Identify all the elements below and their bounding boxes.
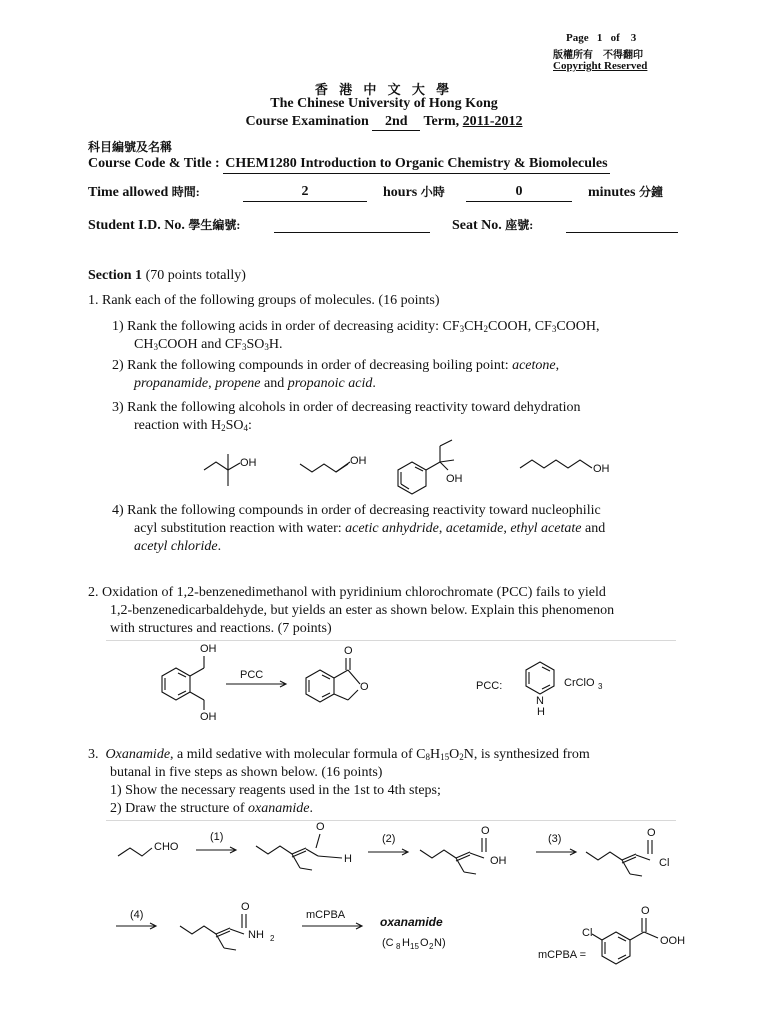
svg-text:CrClO: CrClO [564, 677, 595, 689]
section-title: Section 1 (70 points totally) [88, 268, 246, 283]
svg-text:oxanamide: oxanamide [380, 915, 443, 929]
minutes-field[interactable]: 0 [466, 183, 572, 202]
copyright-cn: 版權所有 不得翻印 [553, 50, 643, 61]
svg-text:CHO: CHO [154, 841, 179, 853]
time-allowed-line [88, 183, 688, 202]
q1-part4: 4) Rank the following compounds in order of decreasing reactivity toward nucleophilic acyl substitution reaction with water: acetic anhydride, acetamide, ethyl acetate and acetyl chloride. [112, 503, 606, 554]
student-id-cn: 學生編號: [188, 218, 241, 232]
course-code-cn: 科目編號及名稱 [88, 140, 173, 154]
svg-text:(3): (3) [548, 833, 562, 845]
svg-text:O: O [241, 901, 250, 913]
svg-text:O: O [641, 905, 650, 917]
svg-text:(2): (2) [382, 833, 396, 845]
alcohol-3-structure [398, 440, 463, 494]
time-label: Time allowed [88, 185, 169, 200]
svg-text:(4): (4) [130, 909, 144, 921]
course-code-line [88, 155, 610, 174]
svg-text:OH: OH [446, 473, 463, 485]
page-total: 3 [630, 32, 637, 44]
q2-scheme [150, 642, 603, 724]
student-id-label: Student I.D. No. [88, 218, 185, 233]
svg-text:O: O [344, 645, 353, 657]
svg-text:OH: OH [200, 643, 217, 655]
alcohol-4-structure [520, 460, 610, 475]
page-label: Page [566, 32, 589, 44]
university-cn: 香 港 中 文 大 學 [314, 82, 454, 97]
svg-text:8: 8 [396, 942, 401, 951]
hours-field[interactable]: 2 [243, 183, 367, 202]
svg-text:2: 2 [429, 942, 434, 951]
svg-text:O: O [360, 681, 369, 693]
svg-text:2: 2 [270, 934, 275, 943]
svg-text:Cl: Cl [659, 857, 670, 869]
exam-title [0, 114, 768, 131]
term-label: Term, [423, 114, 460, 129]
term-value: 2nd [372, 114, 420, 131]
svg-text:OH: OH [200, 711, 217, 723]
svg-text:15: 15 [410, 942, 419, 951]
svg-text:OH: OH [350, 455, 367, 467]
svg-text:N): N) [434, 937, 446, 949]
q3-text: 3. Oxanamide, a mild sedative with molecular formula of $C_8H_{15}O_2N$, is synthesized from butanal in five steps as shown below. (16 points) 1) Show the necessary reagents used in the 1st to 4th steps; 2) Draw the structure of oxanamide. [88, 747, 590, 816]
svg-text:OH: OH [593, 463, 610, 475]
svg-text:H: H [402, 937, 410, 949]
q1-text: 1. Rank each of the following groups of molecules. (16 points) [88, 293, 440, 308]
minutes-label: minutes 分鐘 [588, 185, 663, 200]
alcohol-1-structure [204, 454, 257, 486]
q1-part2: 2) Rank the following compounds in order of decreasing boiling point: acetone, propanamide, propene and propanoic acid. [112, 358, 560, 391]
q2-scheme-top-border [106, 640, 676, 641]
svg-text:3: 3 [598, 682, 603, 691]
alcohol-2-structure [300, 455, 367, 472]
svg-text:OOH: OOH [660, 935, 686, 947]
svg-text:mCPBA =: mCPBA = [538, 949, 586, 961]
page-indicator [566, 32, 636, 44]
page-number: 1 [596, 32, 603, 44]
student-id-field[interactable] [274, 216, 430, 233]
svg-text:OH: OH [240, 457, 257, 469]
q3-scheme [106, 822, 706, 974]
copyright-en: Copyright Reserved [553, 60, 648, 72]
svg-text:mCPBA: mCPBA [306, 909, 346, 921]
exam-year: 2011-2012 [462, 114, 523, 129]
svg-text:O: O [420, 937, 429, 949]
course-code-value: CHEM1280 Introduction to Organic Chemistry & Biomolecules [223, 155, 609, 174]
svg-text:N: N [536, 695, 544, 707]
svg-text:O: O [647, 827, 656, 839]
seat-field[interactable] [566, 216, 678, 233]
hours-label: hours 小時 [383, 185, 445, 200]
q2-text: 2. Oxidation of 1,2-benzenedimethanol with pyridinium chlorochromate (PCC) fails to yield 1,2-benzenedicarbaldehyde, but yields an ester as shown below. Explain this phenomenon with structures and reactions. (7 points) [88, 585, 615, 636]
svg-text:(C: (C [382, 937, 394, 949]
svg-text:O: O [316, 821, 325, 833]
svg-text:H: H [537, 706, 545, 718]
student-line [88, 216, 688, 235]
svg-text:(1): (1) [210, 831, 224, 843]
seat-label: Seat No. 座號: [452, 218, 534, 233]
svg-text:PCC: PCC [240, 669, 264, 681]
svg-text:H: H [344, 853, 352, 865]
q3-scheme-top-border [106, 820, 676, 821]
svg-text:OH: OH [490, 855, 507, 867]
svg-text:O: O [481, 825, 490, 837]
q1-part3: 3) Rank the following alcohols in order of decreasing reactivity toward dehydration reaction with $H_2SO_4$: [112, 400, 581, 433]
svg-text:Cl: Cl [582, 927, 593, 939]
q1-part1: 1) Rank the following acids in order of decreasing acidity: $CF_3CH_2COOH$, $CF_3COOH$, $CH_3COOH$ and $CF_3SO_3H$. [112, 319, 600, 352]
alcohol-structures [190, 440, 620, 496]
university-en: The Chinese University of Hong Kong [270, 96, 498, 111]
page-of: of [610, 32, 620, 44]
course-code-label: Course Code & Title : [88, 156, 220, 171]
exam-prefix: Course Examination [245, 114, 369, 129]
svg-text:NH: NH [248, 929, 264, 941]
svg-text:PCC:: PCC: [476, 680, 503, 692]
time-label-cn: 時間: [171, 185, 200, 199]
